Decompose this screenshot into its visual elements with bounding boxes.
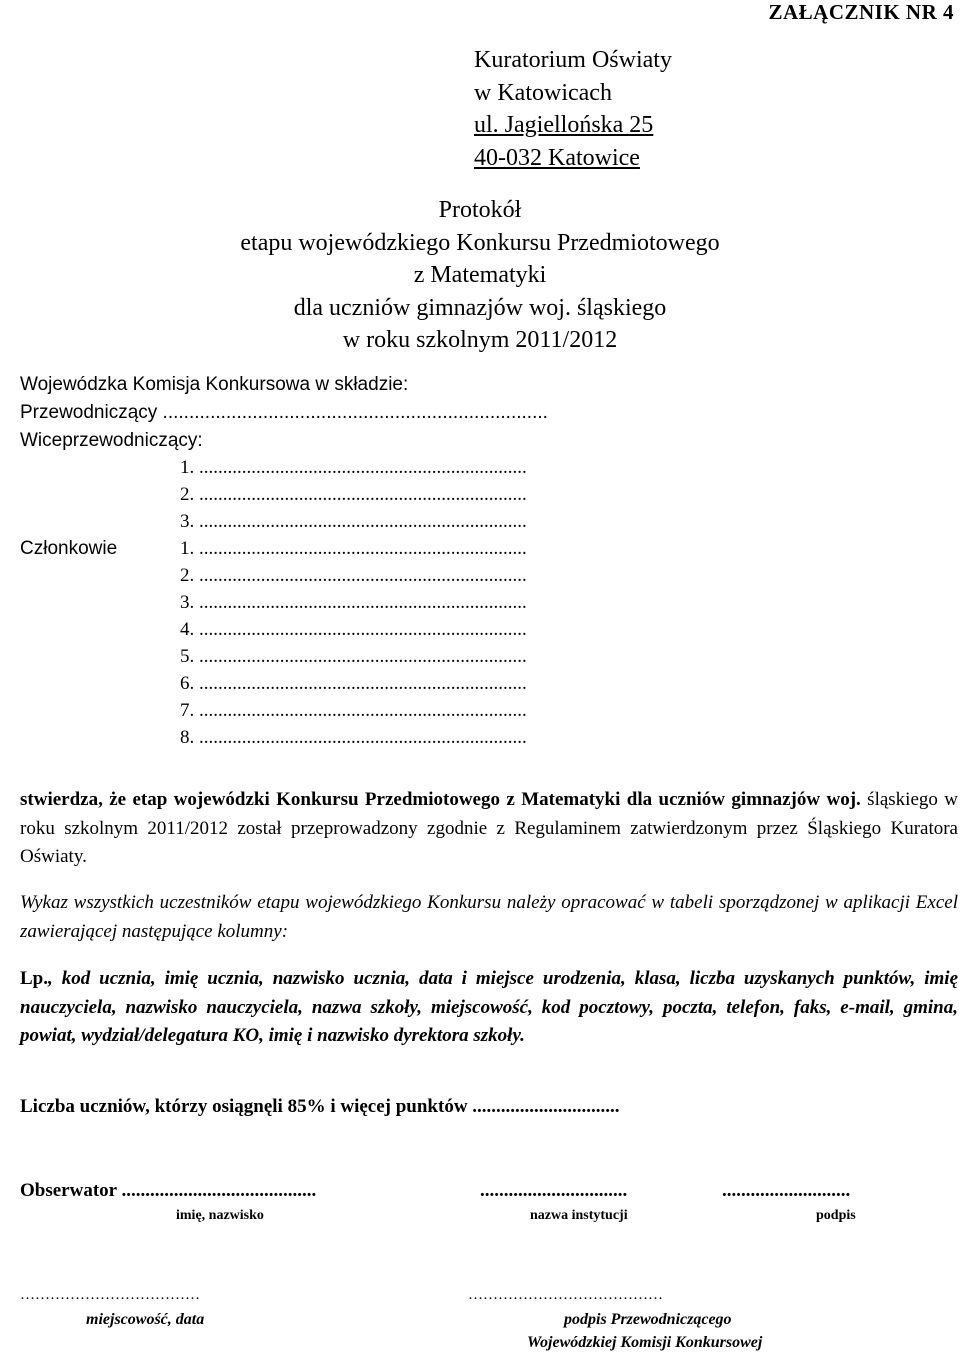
vice-chair-item: 3. ..................................................................... — [180, 511, 527, 532]
chair-signature-field: ………………………………… — [468, 1287, 663, 1303]
caption-commission: Wojewódzkiej Komisji Konkursowej — [527, 1334, 763, 1351]
commission-heading: Wojewódzka Komisja Konkursowa w składzie: — [20, 374, 409, 395]
member-item: 4. ..................................................................... — [180, 619, 527, 640]
member-item: 7. ..................................................................... — [180, 700, 527, 721]
instruction-paragraph: Wykaz wszystkich uczestników etapu wojewódzkiego Konkursu należy opracować w tabeli sporządzonej w aplikacji Excel zawierającej następujące kolumny: — [20, 892, 958, 942]
title-line: dla uczniów gimnazjów woj. śląskiego — [293, 294, 667, 321]
statement-bold: stwierdza, że etap wojewódzki Konkursu Przedmiotowego z Matematyki dla uczniów gimnazjów woj. — [20, 789, 861, 810]
title-line: z Matematyki — [413, 262, 547, 289]
vice-chair-label: Wiceprzewodniczący: — [20, 430, 203, 451]
lp-label: Lp. — [20, 968, 48, 989]
annex-label: ZAŁĄCZNIK NR 4 — [768, 0, 954, 24]
observer-institution-field: ............................... — [480, 1180, 628, 1201]
caption-chair-signature: podpis Przewodniczącego — [564, 1311, 732, 1328]
member-item: 2. ..................................................................... — [180, 565, 527, 586]
title-line: Protokół — [438, 197, 522, 223]
member-item: 6. ..................................................................... — [180, 673, 527, 694]
title-line: w roku szkolnym 2011/2012 — [342, 327, 618, 354]
member-item: 3. ..................................................................... — [180, 592, 527, 613]
address-line: Kuratorium Oświaty — [474, 47, 672, 73]
caption-signature: podpis — [816, 1208, 856, 1223]
title-line: etapu wojewódzkiego Konkursu Przedmiotowego — [240, 229, 720, 256]
member-item: 1. ..................................................................... — [180, 538, 527, 559]
members-label: Członkowie — [20, 538, 118, 559]
caption-place-date: miejscowość, data — [86, 1311, 205, 1328]
member-item: 8. ..................................................................... — [180, 727, 527, 748]
address-line: w Katowicach — [474, 79, 612, 106]
recipient-address — [474, 44, 672, 174]
count-line: Liczba uczniów, którzy osiągnęli 85% i więcej punktów ............................... — [20, 1096, 620, 1117]
place-date-field: ……………………………… — [20, 1287, 200, 1303]
observer-signature-field: ........................... — [722, 1180, 851, 1201]
address-line: 40-032 Katowice — [474, 144, 640, 171]
caption-institution: nazwa instytucji — [530, 1208, 628, 1223]
observer-name-field: Obserwator ......................................... — [20, 1180, 317, 1201]
member-item: 5. ..................................................................... — [180, 646, 527, 667]
document-title — [0, 194, 960, 357]
vice-chair-item: 1. ..................................................................... — [180, 457, 527, 478]
caption-name: imię, nazwisko — [176, 1208, 264, 1223]
columns-list: , kod ucznia, imię ucznia, nazwisko ucznia, data i miejsce urodzenia, klasa, liczba uzyskanych punktów, imię nauczyciela, nazwisko nauczyciela, nazwa szkoły, miejscowość, kod pocztowy, poczta, telefon, faks, e-mail, gmina, powiat, wydział/delegatura KO, imię i nazwisko dyrektora szkoły. — [20, 968, 958, 1046]
columns-paragraph — [20, 965, 958, 1051]
statement-rest: śląskiego w roku szkolnym 2011/2012 został przeprowadzony zgodnie z Regulaminem zatwierdzonym przez Śląskiego Kuratora Oświaty. — [20, 789, 959, 867]
chair-line: Przewodniczący ......................................................................... — [20, 402, 548, 423]
statement-paragraph — [20, 786, 958, 872]
vice-chair-item: 2. ..................................................................... — [180, 484, 527, 505]
address-line: ul. Jagiellońska 25 — [474, 112, 654, 139]
